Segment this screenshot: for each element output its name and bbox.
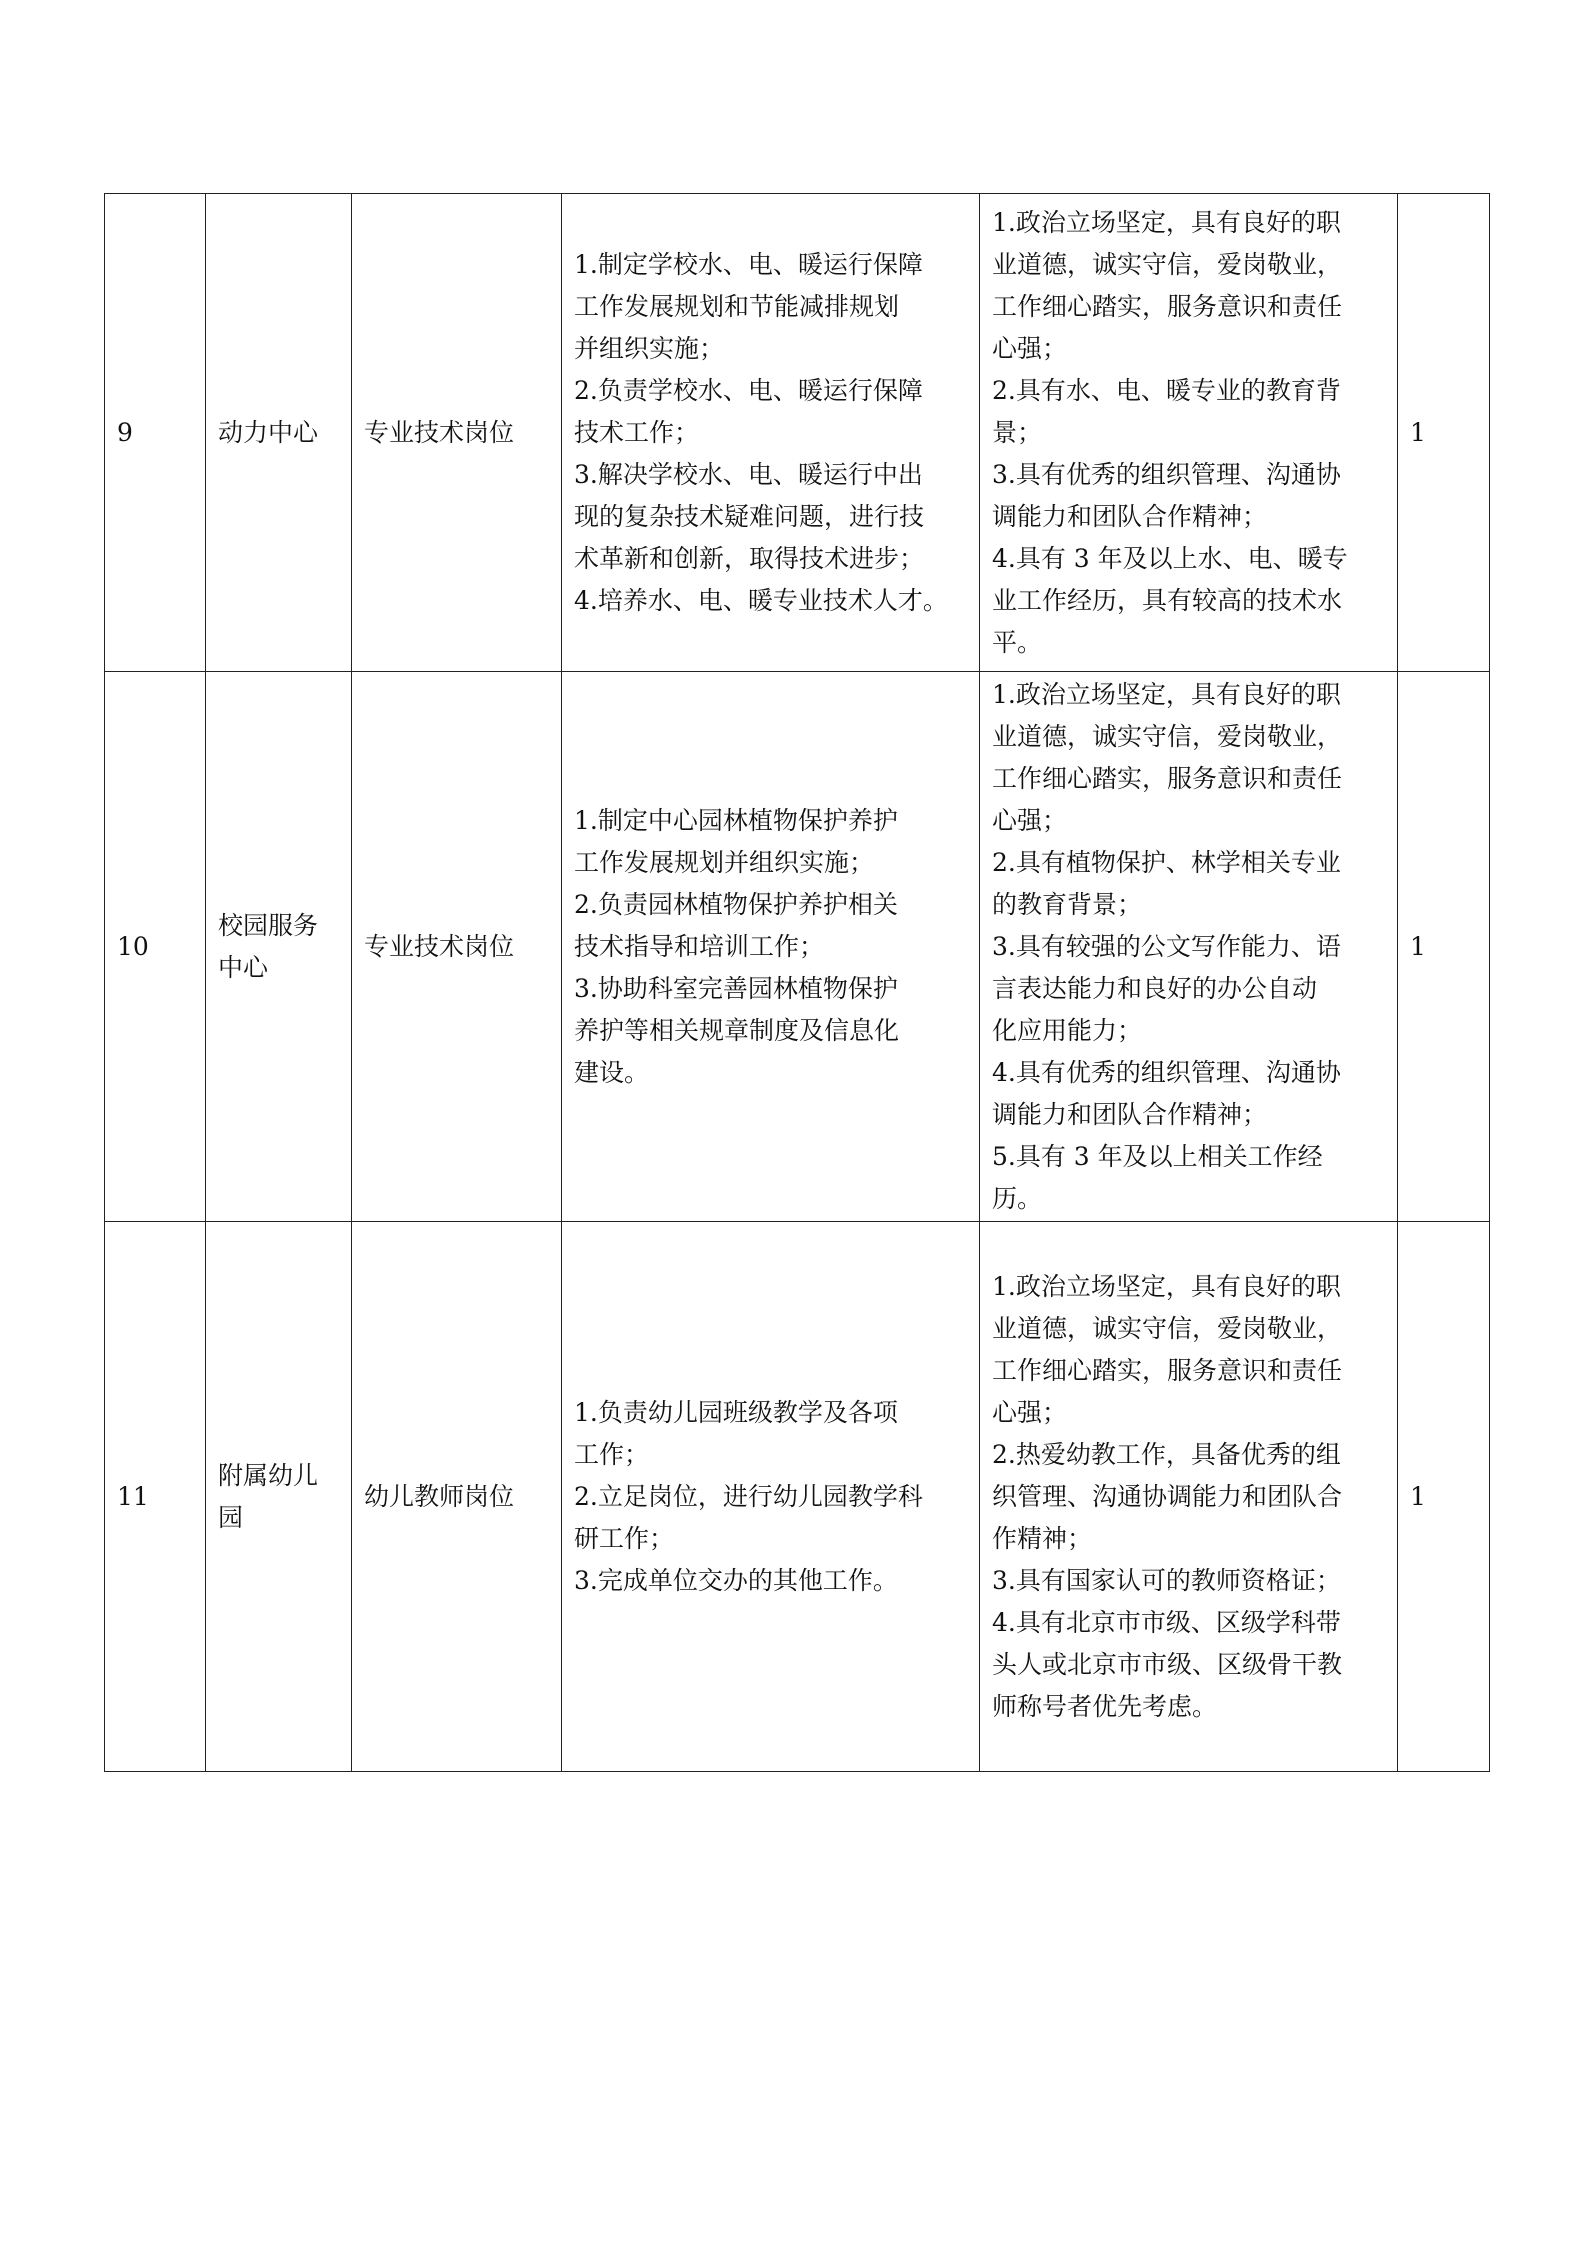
requirement-line: 业道德，诚实守信，爱岗敬业， bbox=[992, 721, 1343, 751]
duty-line: 3.协助科室完善园林植物保护 bbox=[574, 973, 898, 1003]
duties-cell bbox=[562, 1222, 980, 1772]
duty-line: 养护等相关规章制度及信息化 bbox=[574, 1015, 900, 1045]
requirement-line: 的教育背景； bbox=[992, 889, 1143, 919]
requirement-line: 业道德，诚实守信，爱岗敬业， bbox=[992, 249, 1343, 279]
requirement-line: 业工作经历，具有较高的技术水 bbox=[992, 585, 1343, 615]
duty-line: 1.负责幼儿园班级教学及各项 bbox=[574, 1397, 898, 1427]
duty-line: 2.负责园林植物保护养护相关 bbox=[574, 889, 898, 919]
requirement-line: 心强； bbox=[992, 1397, 1068, 1427]
duty-line: 1.制定学校水、电、暖运行保障 bbox=[574, 249, 923, 279]
duty-line: 并组织实施； bbox=[574, 333, 725, 363]
duty-line: 3.解决学校水、电、暖运行中出 bbox=[574, 459, 923, 489]
duty-line: 技术工作； bbox=[574, 417, 700, 447]
duty-line: 工作发展规划并组织实施； bbox=[574, 847, 875, 877]
requirement-line: 织管理、沟通协调能力和团队合 bbox=[992, 1481, 1343, 1511]
duty-line: 3.完成单位交办的其他工作。 bbox=[574, 1565, 898, 1595]
duty-line: 4.培养水、电、暖专业技术人才。 bbox=[574, 585, 948, 615]
department-line: 园 bbox=[218, 1502, 244, 1532]
table-row bbox=[105, 672, 1490, 1222]
requirement-line: 工作细心踏实，服务意识和责任 bbox=[992, 291, 1343, 321]
requirements-cell bbox=[980, 672, 1398, 1222]
requirement-line: 师称号者优先考虑。 bbox=[992, 1691, 1218, 1721]
duty-line: 1.制定中心园林植物保护养护 bbox=[574, 805, 898, 835]
duty-line: 现的复杂技术疑难问题，进行技 bbox=[574, 501, 925, 531]
requirement-line: 心强； bbox=[992, 805, 1068, 835]
row-number: 10 bbox=[105, 672, 206, 1222]
count-cell: 1 bbox=[1398, 1222, 1490, 1772]
requirements-cell bbox=[980, 1222, 1398, 1772]
requirement-line: 化应用能力； bbox=[992, 1015, 1143, 1045]
job-table bbox=[104, 193, 1490, 1772]
requirement-line: 3.具有较强的公文写作能力、语 bbox=[992, 931, 1341, 961]
department-cell bbox=[206, 672, 352, 1222]
requirement-line: 作精神； bbox=[992, 1523, 1093, 1553]
table-row bbox=[105, 194, 1490, 672]
requirement-line: 3.具有优秀的组织管理、沟通协 bbox=[992, 459, 1341, 489]
requirement-line: 头人或北京市市级、区级骨干教 bbox=[992, 1649, 1343, 1679]
duties-cell bbox=[562, 194, 980, 672]
count-cell: 1 bbox=[1398, 194, 1490, 672]
duty-line: 2.立足岗位，进行幼儿园教学科 bbox=[574, 1481, 923, 1511]
department-cell bbox=[206, 1222, 352, 1772]
requirement-line: 4.具有优秀的组织管理、沟通协 bbox=[992, 1057, 1341, 1087]
requirement-line: 2.热爱幼教工作，具备优秀的组 bbox=[992, 1439, 1341, 1469]
department-line: 附属幼儿 bbox=[218, 1460, 319, 1490]
duty-line: 工作发展规划和节能减排规划 bbox=[574, 291, 900, 321]
count-cell: 1 bbox=[1398, 672, 1490, 1222]
department-line: 校园服务 bbox=[218, 910, 319, 940]
requirement-line: 工作细心踏实，服务意识和责任 bbox=[992, 763, 1343, 793]
requirement-line: 2.具有水、电、暖专业的教育背 bbox=[992, 375, 1341, 405]
duties-cell bbox=[562, 672, 980, 1222]
requirement-line: 调能力和团队合作精神； bbox=[992, 1099, 1268, 1129]
post-cell: 专业技术岗位 bbox=[352, 672, 562, 1222]
post-cell: 专业技术岗位 bbox=[352, 194, 562, 672]
requirement-line: 3.具有国家认可的教师资格证； bbox=[992, 1565, 1341, 1595]
requirement-line: 平。 bbox=[992, 627, 1043, 657]
table-row bbox=[105, 1222, 1490, 1772]
requirement-line: 工作细心踏实，服务意识和责任 bbox=[992, 1355, 1343, 1385]
department-line: 中心 bbox=[218, 952, 269, 982]
duty-line: 建设。 bbox=[574, 1057, 650, 1087]
requirement-line: 调能力和团队合作精神； bbox=[992, 501, 1268, 531]
row-number: 11 bbox=[105, 1222, 206, 1772]
requirement-line: 1.政治立场坚定，具有良好的职 bbox=[992, 679, 1341, 709]
duty-line: 术革新和创新，取得技术进步； bbox=[574, 543, 925, 573]
requirement-line: 景； bbox=[992, 417, 1043, 447]
row-number: 9 bbox=[105, 194, 206, 672]
requirement-line: 历。 bbox=[992, 1183, 1043, 1213]
requirement-line: 4.具有 3 年及以上水、电、暖专 bbox=[992, 543, 1348, 573]
requirement-line: 2.具有植物保护、林学相关专业 bbox=[992, 847, 1341, 877]
requirement-line: 业道德，诚实守信，爱岗敬业， bbox=[992, 1313, 1343, 1343]
requirement-line: 1.政治立场坚定，具有良好的职 bbox=[992, 1271, 1341, 1301]
requirement-line: 5.具有 3 年及以上相关工作经 bbox=[992, 1141, 1323, 1171]
requirements-cell bbox=[980, 194, 1398, 672]
requirement-line: 1.政治立场坚定，具有良好的职 bbox=[992, 207, 1341, 237]
requirement-line: 言表达能力和良好的办公自动 bbox=[992, 973, 1318, 1003]
duty-line: 技术指导和培训工作； bbox=[574, 931, 825, 961]
post-cell: 幼儿教师岗位 bbox=[352, 1222, 562, 1772]
requirement-line: 4.具有北京市市级、区级学科带 bbox=[992, 1607, 1341, 1637]
duty-line: 2.负责学校水、电、暖运行保障 bbox=[574, 375, 923, 405]
duty-line: 工作； bbox=[574, 1439, 650, 1469]
requirement-line: 心强； bbox=[992, 333, 1068, 363]
department-cell: 动力中心 bbox=[206, 194, 352, 672]
duty-line: 研工作； bbox=[574, 1523, 675, 1553]
